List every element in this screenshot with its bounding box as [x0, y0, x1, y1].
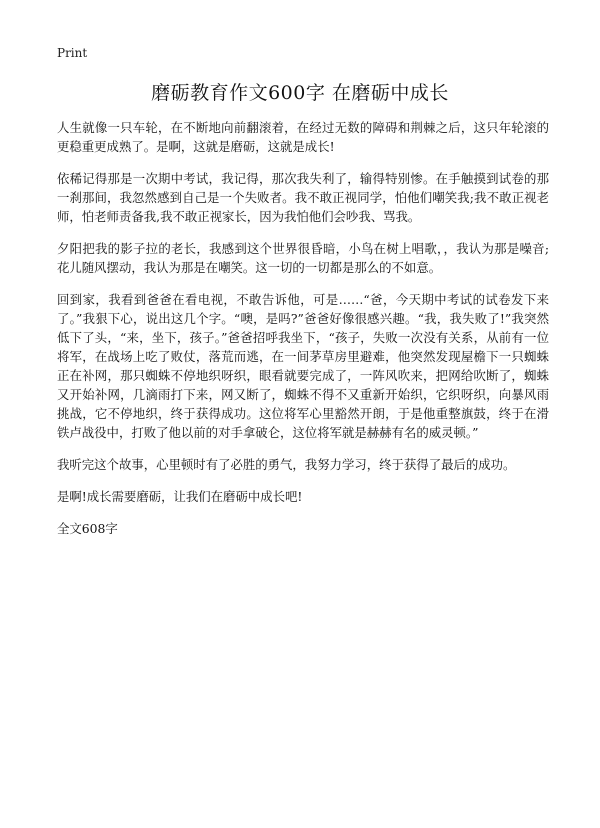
paragraph-father-story: 回到家，我看到爸爸在看电视，不敢告诉他，可是……“爸，今天期中考试的试卷发下来了。”我狠下心，说出这几个字。“噢，是吗?”爸爸好像很感兴趣。“我，我失败了!”我突然低下了头，“来，坐下，孩子。”爸爸招呼我坐下，“孩子，失败一次没有关系，从前有一位将军，在战场上吃了败仗，落荒而逃，在一间茅草房里避难，他突然发现屋檐下一只蜘蛛正在补网，那只蜘蛛不停地织呀织，眼看就要完成了，一阵风吹来，把网给吹断了，蜘蛛又开始补网，几滴雨打下来，网又断了，蜘蛛不得不又重新开始织，它织呀织，向暴风雨挑战，它不停地织，终于获得成功。这位将军心里豁然开朗，于是他重整旗鼓，终于在滑铁卢战役中，打败了他以前的对手拿破仑，这位将军就是赫赫有名的威灵顿。”	[57, 292, 549, 440]
paragraph-exam-failure: 依稀记得那是一次期中考试，我记得，那次我失利了，输得特别惨。在手触摸到试卷的那一刹那间，我忽然感到自己是一个失败者。我不敢正视同学，怕他们嘲笑我;我不敢正视老师，怕老师责备我,我不敢正视家长，因为我怕他们会吵我、骂我。	[57, 171, 549, 224]
paragraph-conclusion: 是啊!成长需要磨砺，让我们在磨砺中成长吧!	[57, 489, 303, 504]
paragraph-intro: 人生就像一只车轮，在不断地向前翻滚着，在经过无数的障碍和荆棘之后，这只年轮滚的更稳重更成熟了。是啊，这就是磨砺，这就是成长!	[57, 120, 549, 154]
article-body	[57, 118, 549, 538]
word-count: 全文608字	[57, 521, 118, 536]
paragraph-sunset: 夕阳把我的影子拉的老长，我感到这个世界很昏暗，小鸟在树上唱歌，，我认为那是噪音;花儿随风摆动，我认为那是在嘲笑。这一切的一切都是那么的不如意。	[57, 241, 549, 275]
article-title: 磨砺教育作文600字 在磨砺中成长	[151, 82, 449, 104]
paragraph-success: 我听完这个故事，心里顿时有了必胜的勇气，我努力学习，终于获得了最后的成功。	[57, 457, 516, 472]
print-link[interactable]: Print	[57, 46, 88, 60]
